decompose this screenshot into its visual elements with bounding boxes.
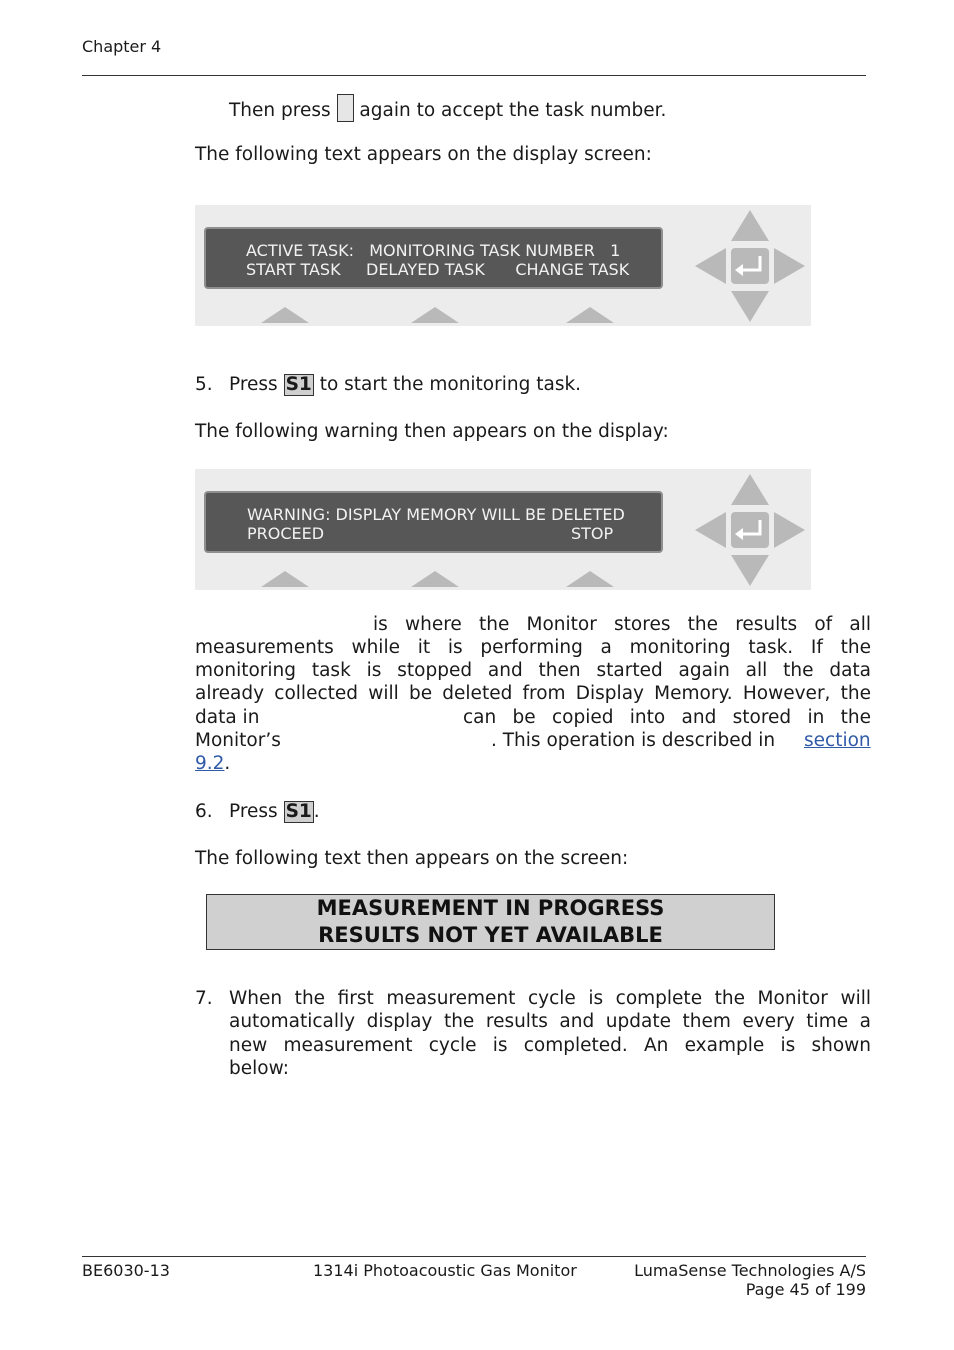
para-line-5a: data in xyxy=(195,707,260,728)
step-6-number: 6. xyxy=(195,801,213,822)
footer-rule xyxy=(82,1256,866,1257)
step-5-rest: to start the monitoring task. xyxy=(319,374,582,395)
header-rule xyxy=(82,75,866,76)
intro-line xyxy=(229,94,666,122)
softkey-s2-icon xyxy=(411,571,459,587)
lcd-screen-1 xyxy=(204,227,663,289)
softkey-s1-icon xyxy=(261,307,309,323)
navigation-pad-icon xyxy=(693,472,807,588)
para-line-3: monitoring task is stopped and then started again all the data xyxy=(195,660,871,681)
para-line-1: is where the Monitor stores the results of all xyxy=(373,614,871,635)
up-arrow-icon xyxy=(731,474,769,505)
step-5-number: 5. xyxy=(195,374,213,395)
right-arrow-icon xyxy=(774,248,805,284)
screen-intro-text: The following text then appears on the screen: xyxy=(195,848,629,869)
step-6-press: Press xyxy=(229,801,278,822)
softkey-s3-icon xyxy=(566,307,614,323)
para-line-7 xyxy=(195,752,230,775)
display-panel-2 xyxy=(195,469,811,590)
step-7-line-3: new measurement cycle is completed. An example is shown xyxy=(229,1035,871,1056)
footer-doc-number: BE6030-13 xyxy=(82,1261,170,1280)
right-arrow-icon xyxy=(774,512,805,548)
s1-key-label: S1 xyxy=(285,374,312,395)
section-number-link[interactable]: 9.2 xyxy=(195,753,225,774)
up-arrow-icon xyxy=(731,210,769,241)
step-7-number: 7. xyxy=(195,988,213,1009)
step-5-text xyxy=(229,373,581,396)
message-line-1: MEASUREMENT IN PROGRESS xyxy=(316,896,665,920)
para-line-6a: Monitor’s xyxy=(195,730,281,751)
enter-button-icon xyxy=(731,248,769,284)
down-arrow-icon xyxy=(731,291,769,322)
lcd2-proceed: PROCEED xyxy=(247,524,325,543)
warning-intro-text: The following warning then appears on the display: xyxy=(195,421,669,442)
lcd2-line1: WARNING: DISPLAY MEMORY WILL BE DELETED xyxy=(247,505,625,524)
chapter-label: Chapter 4 xyxy=(82,37,162,56)
softkey-s1-icon xyxy=(261,571,309,587)
step-7-line-2: automatically display the results and update them every time a xyxy=(229,1011,871,1032)
para-end: . xyxy=(224,753,231,774)
left-arrow-icon xyxy=(695,248,726,284)
para-line-2: measurements while it is performing a monitoring task. If the xyxy=(195,637,871,658)
step-5-press: Press xyxy=(229,374,278,395)
footer-company: LumaSense Technologies A/S xyxy=(634,1261,866,1280)
lcd-screen-2 xyxy=(204,491,663,553)
display-panel-1 xyxy=(195,205,811,326)
enter-button-icon xyxy=(731,512,769,548)
lcd1-line2: START TASK DELAYED TASK CHANGE TASK xyxy=(246,260,630,279)
measurement-message-box xyxy=(206,894,775,950)
para-line-5b: can be copied into and stored in the xyxy=(463,707,871,728)
para-line-4: already collected will be deleted from Display Memory. However, the xyxy=(195,683,871,704)
footer-page-number: Page 45 of 199 xyxy=(745,1280,866,1299)
message-line-2: RESULTS NOT YET AVAILABLE xyxy=(318,923,663,947)
lcd2-stop: STOP xyxy=(571,524,614,543)
left-arrow-icon xyxy=(695,512,726,548)
then-press-text: Then press xyxy=(229,100,331,121)
para-line-6b: . This operation is described in xyxy=(491,730,776,751)
softkey-s2-icon xyxy=(411,307,459,323)
lcd1-line1: ACTIVE TASK: MONITORING TASK NUMBER 1 xyxy=(246,241,621,260)
step-7-line-1: When the first measurement cycle is complete the Monitor will xyxy=(229,988,871,1009)
softkey-s3-icon xyxy=(566,571,614,587)
navigation-pad-icon xyxy=(693,208,807,324)
enter-key-icon xyxy=(337,94,354,122)
display-intro-text: The following text appears on the display screen: xyxy=(195,144,652,165)
step-6-end: . xyxy=(313,801,320,822)
s1-key-label: S1 xyxy=(285,801,312,822)
step-7-line-4: below: xyxy=(229,1058,289,1079)
down-arrow-icon xyxy=(731,555,769,586)
section-link[interactable]: section xyxy=(804,730,871,751)
step-6-text xyxy=(229,800,320,823)
accept-text: again to accept the task number. xyxy=(359,100,667,121)
footer-product: 1314i Photoacoustic Gas Monitor xyxy=(313,1261,577,1280)
